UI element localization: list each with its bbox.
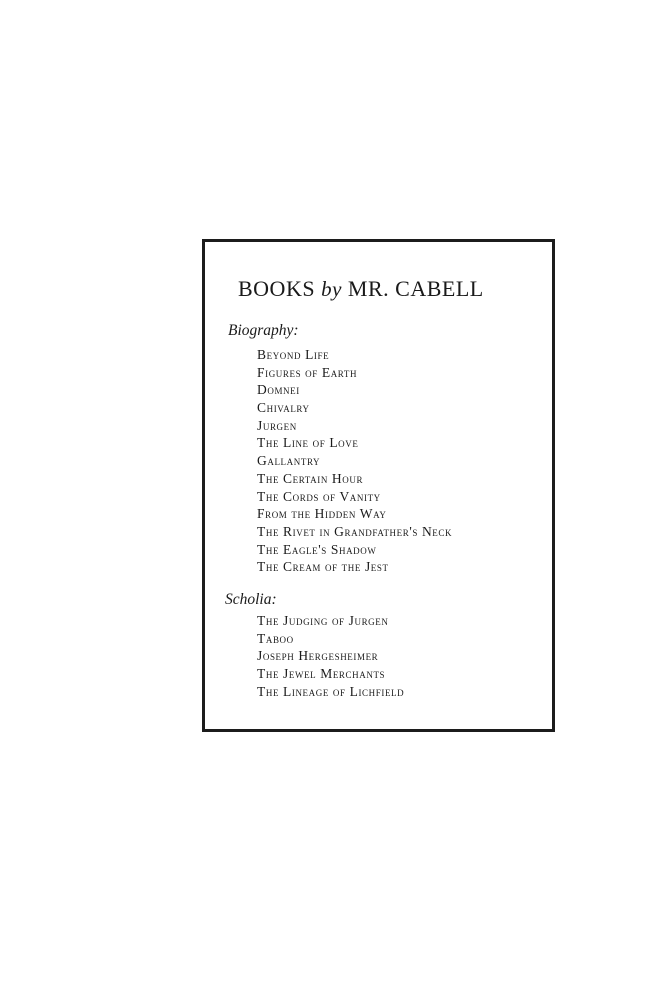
book-title: From the Hidden Way — [257, 506, 387, 522]
book-title: The Cords of Vanity — [257, 488, 381, 504]
book-title: Domnei — [257, 382, 300, 398]
book-title: The Eagle's Shadow — [257, 541, 377, 557]
biography-label: Biography: — [228, 322, 299, 339]
book-title: The Certain Hour — [257, 470, 364, 486]
heading-prefix: BOOKS — [238, 276, 316, 301]
book-title: The Lineage of Lichfield — [257, 683, 405, 699]
books-list-frame — [202, 239, 555, 732]
book-title: Taboo — [257, 630, 294, 646]
heading-by: by — [321, 277, 342, 301]
book-title: Chivalry — [257, 400, 310, 416]
biography-title-list — [257, 346, 452, 576]
book-title: The Judging of Jurgen — [257, 613, 389, 628]
book-title: Joseph Hergesheimer — [257, 648, 379, 664]
book-title: The Cream of the Jest — [257, 559, 389, 575]
heading-author: MR. CABELL — [347, 276, 484, 301]
books-heading — [238, 276, 484, 302]
book-title: Gallantry — [257, 453, 321, 469]
book-title: Beyond Life — [257, 347, 330, 362]
book-title: The Jewel Merchants — [257, 666, 386, 682]
book-title: Figures of Earth — [257, 364, 358, 380]
scholia-title-list — [257, 612, 404, 700]
scholia-label: Scholia: — [225, 591, 277, 608]
book-title: Jurgen — [257, 417, 297, 433]
book-title: The Rivet in Grandfather's Neck — [257, 523, 453, 539]
book-title: The Line of Love — [257, 435, 359, 451]
